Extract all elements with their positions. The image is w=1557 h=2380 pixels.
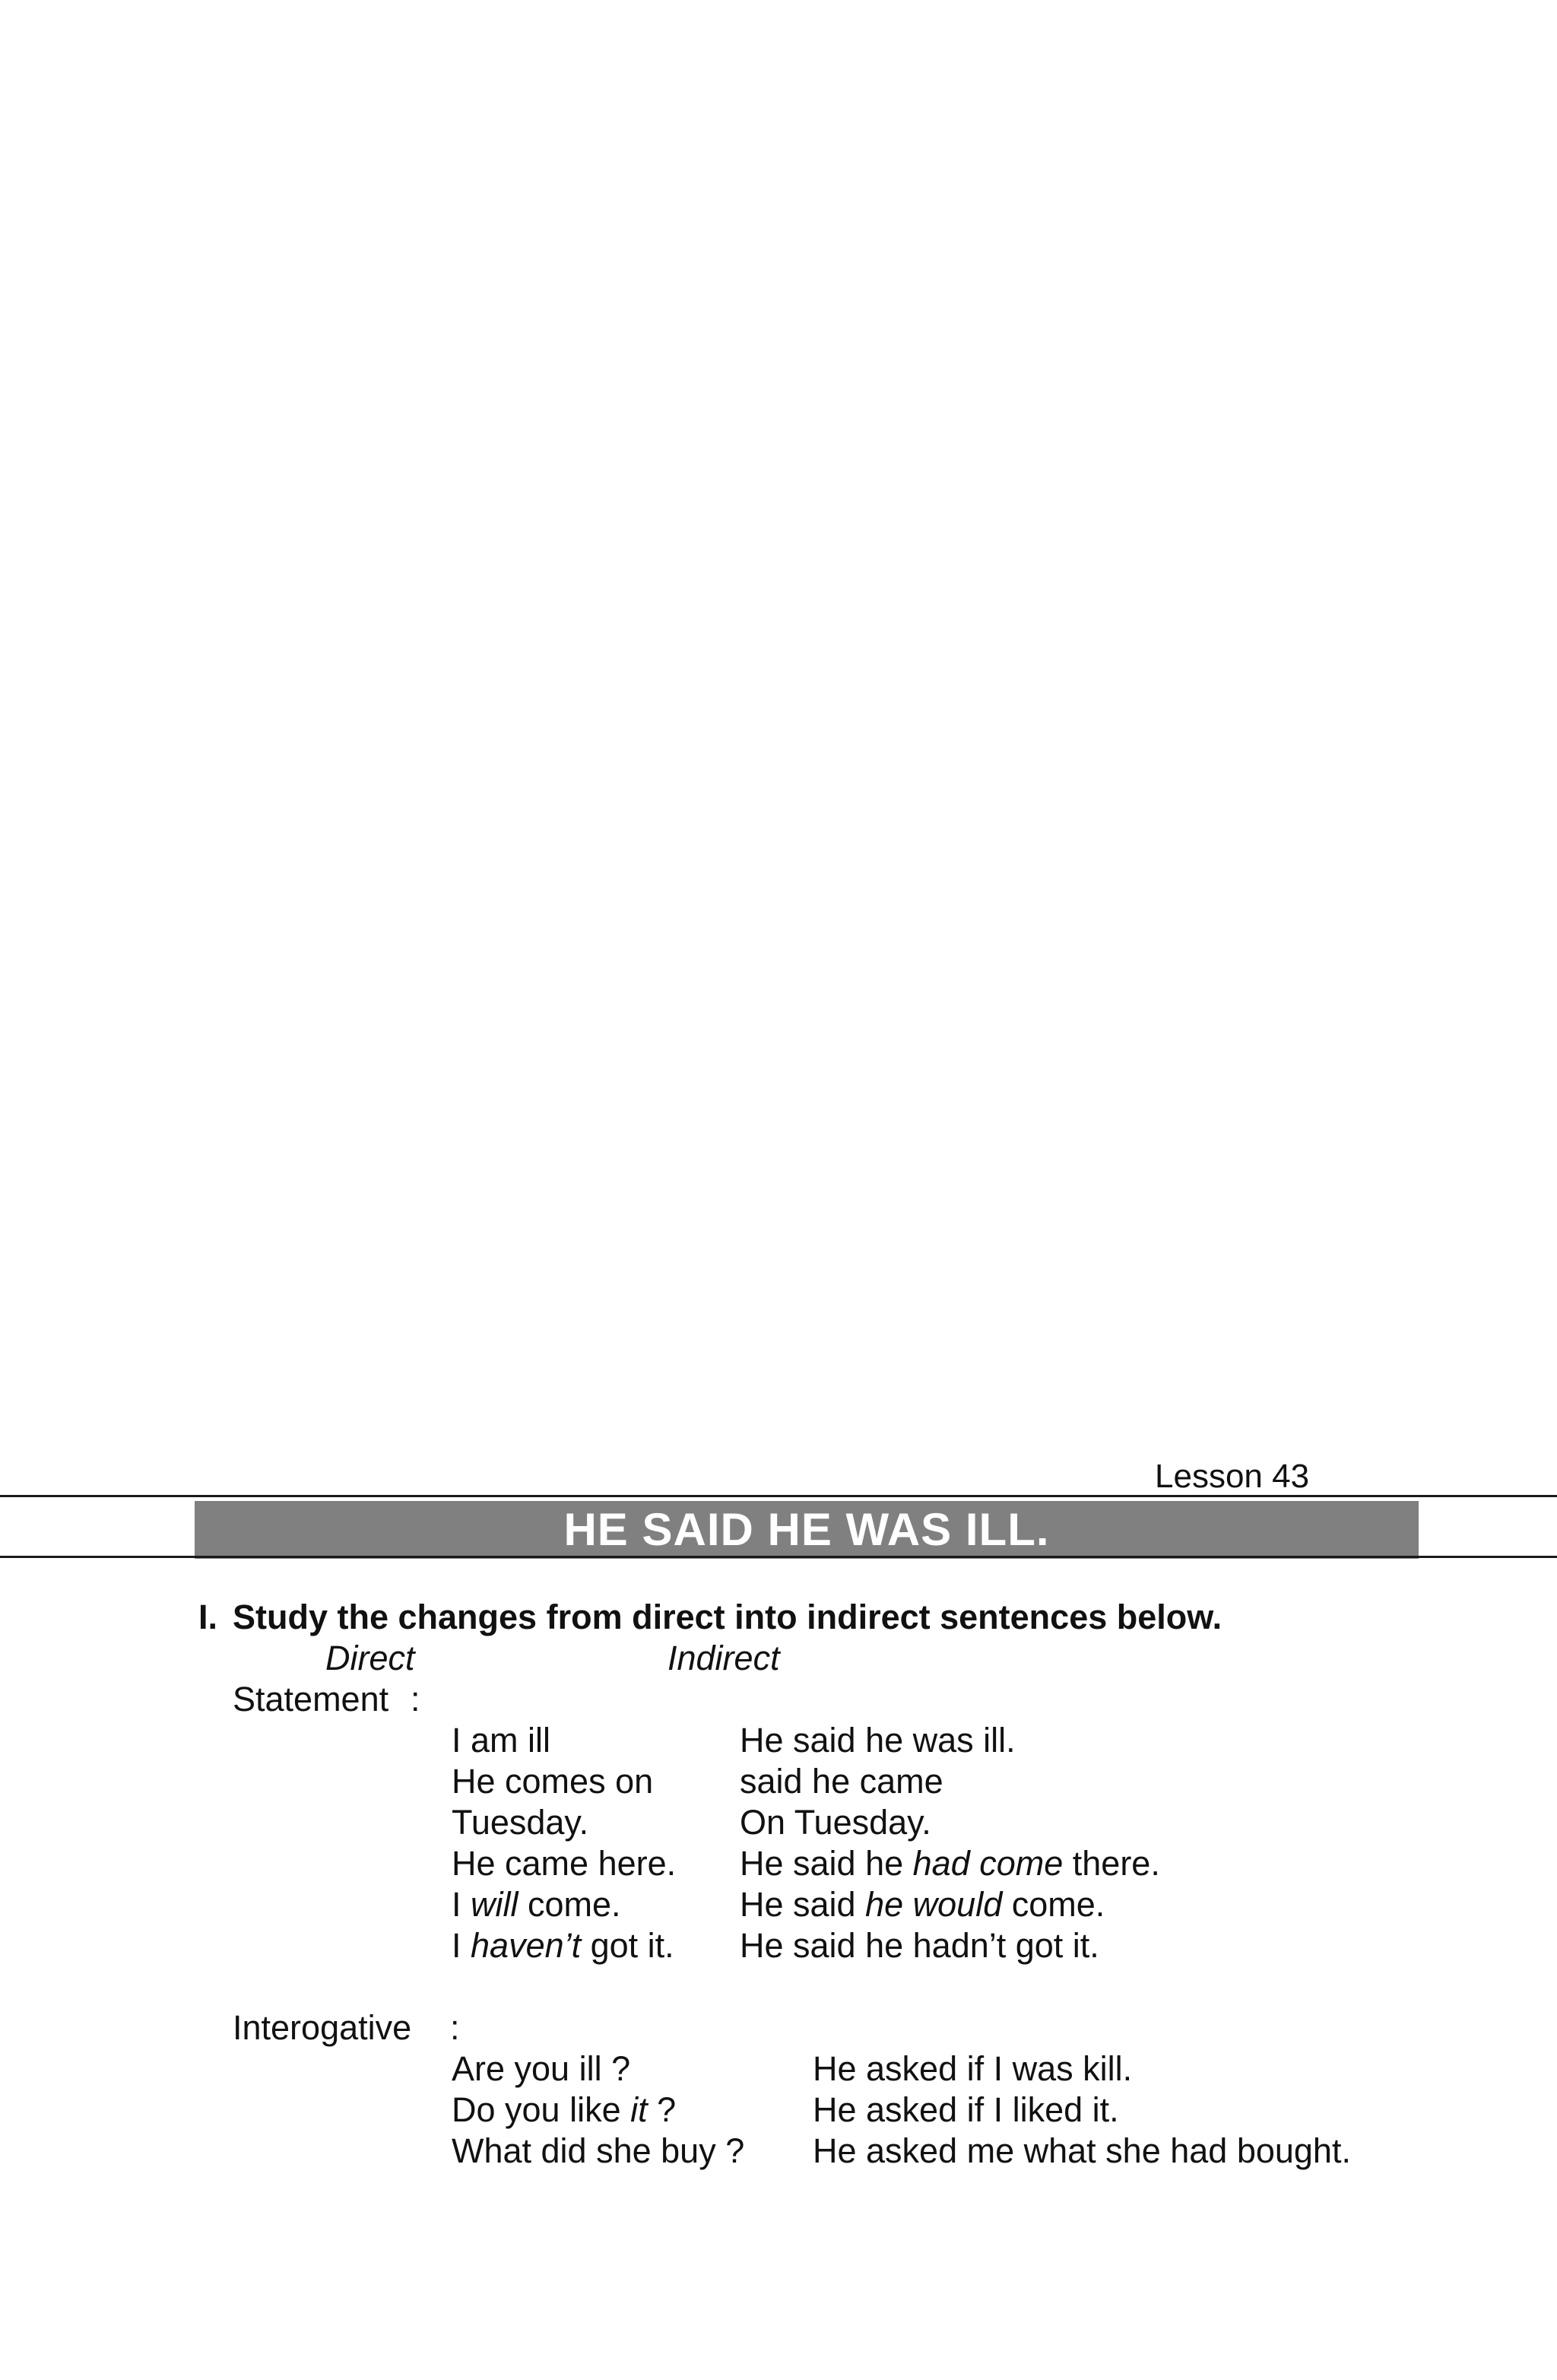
title-banner [195,1501,1419,1559]
lesson-label: Lesson 43 [1155,1458,1310,1495]
interrogative-direct-sentence [452,2131,745,2170]
sentence-text: I [452,1926,471,1965]
interrogative-indirect-sentence [813,2090,1119,2129]
sentence-text: What did she buy ? [452,2131,745,2170]
sentence-text: Do you like [452,2090,631,2129]
statement-direct-sentence [452,1928,674,1963]
statement-direct-sentence [452,1803,589,1842]
sentence-text: said he came [740,1762,943,1801]
statement-indirect-sentence [740,1762,943,1801]
indirect-column-heading: Indirect [668,1639,780,1677]
statement-direct-sentence [452,1762,654,1801]
bottom-rule [0,1556,1557,1558]
emphasis-text: he would [865,1885,1003,1924]
sentence-text: He said [740,1885,866,1924]
sentence-text: Are you ill ? [452,2049,631,2088]
statement-indirect-sentence [740,1721,1016,1760]
sentence-text: He said he hadn’t got it. [740,1926,1099,1965]
sentence-text: ? [647,2090,677,2129]
interrogative-direct-sentence [452,2049,631,2088]
emphasis-text: will [471,1885,518,1924]
sentence-text: He came here. [452,1844,677,1883]
sentence-text: got it. [581,1926,674,1965]
emphasis-text: it [630,2090,648,2129]
statement-direct-sentence [452,1844,677,1883]
sentence-text: He asked if I liked it. [813,2090,1119,2129]
sentence-text: I [452,1885,471,1924]
interrogative-label: Interogative [233,2008,412,2047]
section-number: I. [198,1598,218,1636]
interrogative-direct-sentence [452,2090,677,2129]
sentence-text: come. [518,1885,621,1924]
emphasis-text: haven’t [471,1926,582,1965]
statement-direct-sentence [452,1721,551,1760]
interrogative-indirect-sentence [813,2049,1133,2088]
statement-indirect-sentence [740,1885,1105,1924]
statement-label: Statement [233,1680,389,1718]
section-instruction: Study the changes from direct into indirect sentences below. [233,1598,1222,1636]
sentence-text: He said he [740,1844,913,1883]
sentence-text: there. [1063,1844,1160,1883]
direct-column-heading: Direct [325,1639,415,1677]
interrogative-indirect-sentence [813,2131,1351,2170]
sentence-text: On Tuesday. [740,1803,931,1842]
sentence-text: He comes on [452,1762,654,1801]
sentence-text: He said he was ill. [740,1721,1016,1760]
sentence-text: He asked if I was kill. [813,2049,1133,2088]
statement-indirect-sentence [740,1803,931,1842]
sentence-text: Tuesday. [452,1803,589,1842]
top-rule [0,1495,1557,1497]
sentence-text: I am ill [452,1721,551,1760]
statement-direct-sentence [452,1885,621,1924]
page-title: HE SAID HE WAS ILL. [563,1504,1050,1555]
emphasis-text: had come [912,1844,1064,1883]
statement-indirect-sentence [740,1844,1160,1883]
sentence-text: He asked me what she had bought. [813,2131,1351,2170]
statement-colon: : [411,1680,420,1718]
sentence-text: come. [1002,1885,1105,1924]
statement-indirect-sentence [740,1928,1099,1963]
interrogative-colon: : [450,2008,460,2047]
